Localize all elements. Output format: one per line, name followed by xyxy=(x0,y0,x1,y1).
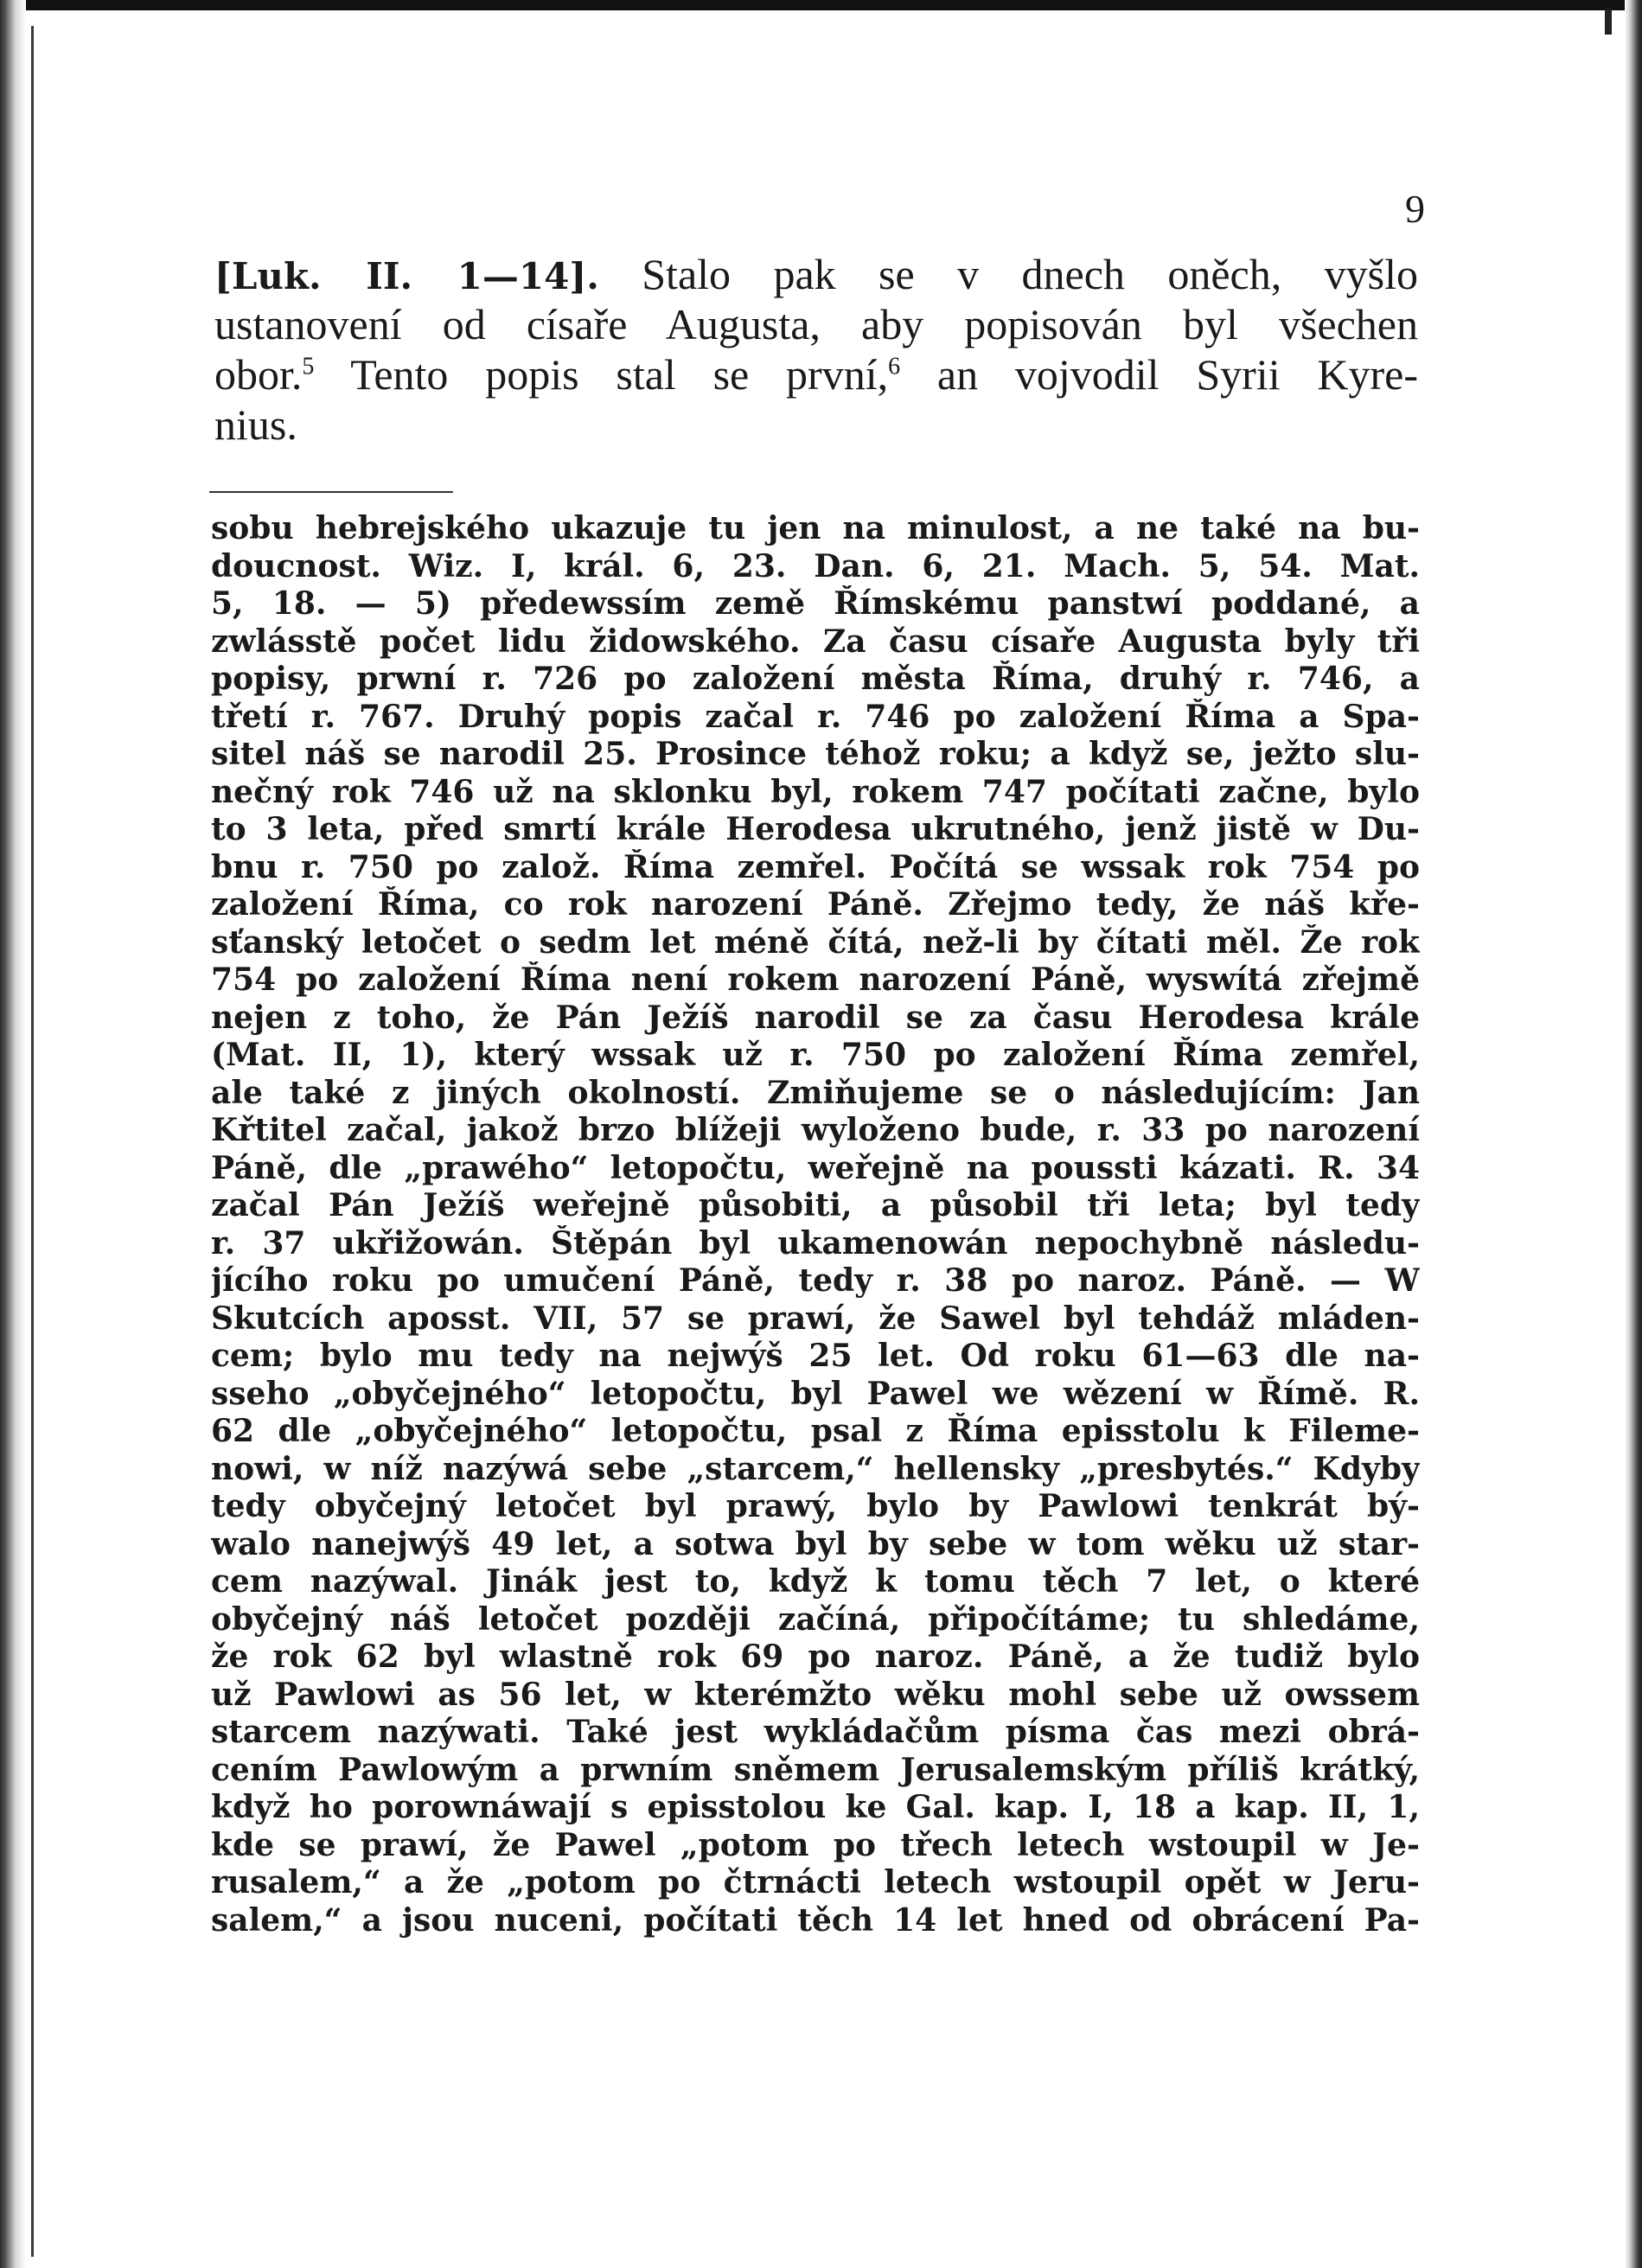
footnote-line: nowi, w níž nazýwá sebe „starcem,“ hellensky „presbytés.“ Kdyby xyxy=(211,1450,1420,1487)
scan-edge-top xyxy=(0,0,1642,10)
main-line xyxy=(214,299,1418,349)
footnote-line: rusalem,“ a že „potom po čtrnácti letech wstoupil opět w Jeru- xyxy=(211,1864,1420,1901)
footnote-line: Křtitel začal, jakož brzo blížeji wyloženo bude, r. 33 po narození xyxy=(211,1112,1420,1148)
footnote-line: sitel náš se narodil 25. Prosince téhož roku; a když se, ježto slu- xyxy=(211,736,1420,772)
main-text xyxy=(214,249,1418,450)
footnote-line: kde se prawí, že Pawel „potom po třech letech wstoupil w Je- xyxy=(211,1826,1420,1863)
footnote-line: Skutcích aposst. VII, 57 se prawí, že Sawel byl tehdáž mláden- xyxy=(211,1300,1420,1337)
footnote-line: (Mat. II, 1), který wssak už r. 750 po založení Říma zemřel, xyxy=(211,1037,1420,1073)
footnote-line: sobu hebrejského ukazuje tu jen na minulost, a ne také na bu- xyxy=(211,510,1420,546)
scan-line-left xyxy=(31,26,34,2257)
footnote-line: tedy obyčejný letočet byl prawý, bylo by Pawlowi tenkrát bý- xyxy=(211,1488,1420,1524)
footnote-line: jícího roku po umučení Páně, tedy r. 38 po naroz. Páně. — W xyxy=(211,1262,1420,1299)
footnote-line: to 3 leta, před smrtí krále Herodesa ukrutného, jenž jistě w Du- xyxy=(211,811,1420,847)
main-line-text: ustanovení od císaře Augusta, aby popisován byl všechen xyxy=(214,300,1418,348)
main-line-text: obor. xyxy=(214,350,303,399)
footnote-line: začal Pán Ježíš weřejně působiti, a působil tři leta; byl tedy xyxy=(211,1187,1420,1223)
page-number: 9 xyxy=(1405,187,1425,231)
footnote-line: Páně, dle „prawého“ letopočtu, weřejně na poussti kázati. R. 34 xyxy=(211,1149,1420,1186)
footnote-line: když ho porownáwají s episstolou ke Gal. kap. I, 18 a kap. II, 1, xyxy=(211,1789,1420,1825)
main-line-text: an vojvodil Syrii Kyre- xyxy=(900,350,1418,399)
footnote-rule xyxy=(209,491,453,493)
footnote-line: doucnost. Wiz. I, král. 6, 23. Dan. 6, 21. Mach. 5, 54. Mat. xyxy=(211,547,1420,585)
footnote-line: už Pawlowi as 56 let, w kterémžto wěku mohl sebe už owssem xyxy=(211,1676,1420,1713)
scan-edge-left xyxy=(0,0,26,2268)
footnote-line: r. 37 ukřižowán. Štěpán byl ukamenowán nepochybně následu- xyxy=(211,1224,1420,1262)
footnote-line: nejen z toho, že Pán Ježíš narodil se za času Herodesa krále xyxy=(211,999,1420,1036)
main-line xyxy=(214,349,1418,399)
scan-edge-right xyxy=(1625,0,1642,2268)
footnote-line: walo nanejwýš 49 let, a sotwa byl by sebe w tom wěku už star- xyxy=(211,1525,1420,1562)
footnote-line: zwlásstě počet lidu židowského. Za času císaře Augusta byly tři xyxy=(211,623,1420,660)
main-line-text: nius. xyxy=(214,400,297,449)
scan-mark-top xyxy=(1605,9,1612,35)
footnote-line: obyčejný náš letočet později začíná, připočítáme; tu shledáme, xyxy=(211,1600,1420,1638)
footnote-line: bnu r. 750 po založ. Říma zemřel. Počítá se wssak rok 754 po xyxy=(211,848,1420,885)
footnote-marker: 5 xyxy=(302,353,315,380)
footnote-line: cem nazýwal. Jinák jest to, když k tomu těch 7 let, o které xyxy=(211,1563,1420,1600)
main-line xyxy=(214,249,1418,299)
footnote-line: popisy, prwní r. 726 po založení města Říma, druhý r. 746, a xyxy=(211,661,1420,697)
footnote-line: založení Říma, co rok narození Páně. Zřejmo tedy, že náš kře- xyxy=(211,886,1420,923)
footnote-line: sseho „obyčejného“ letopočtu, byl Pawel we wězení w Římě. R. xyxy=(211,1375,1420,1412)
footnote-line: sťanský letočet o sedm let méně čítá, než-li by čítati měl. Že rok xyxy=(211,923,1420,961)
footnote-line: ale také z jiných okolností. Zmiňujeme se o následujícím: Jan xyxy=(211,1074,1420,1111)
scripture-reference: [Luk. II. 1—14]. xyxy=(214,255,599,297)
footnote-line: 62 dle „obyčejného“ letopočtu, psal z Říma episstolu k Fileme- xyxy=(211,1413,1420,1449)
footnote-line: salem,“ a jsou nuceni, počítati těch 14 let hned od obrácení Pa- xyxy=(211,1901,1420,1939)
footnote-block xyxy=(211,510,1420,1939)
footnote-line: starcem nazýwati. Také jest wykládačům písma čas mezi obrá- xyxy=(211,1714,1420,1750)
footnote-marker: 6 xyxy=(888,353,901,380)
footnote-line: 5, 18. — 5) předewssím země Římskému panstwí poddané, a xyxy=(211,585,1420,622)
footnote-line: 754 po založení Říma není rokem narození Páně, wyswítá zřejmě xyxy=(211,962,1420,998)
footnote-line: třetí r. 767. Druhý popis začal r. 746 po založení Říma a Spa- xyxy=(211,698,1420,735)
footnote-line: cem; bylo mu tedy na nejwýš 25 let. Od roku 61—63 dle na- xyxy=(211,1338,1420,1374)
footnote-line: nečný rok 746 už na sklonku byl, rokem 747 počítati začne, bylo xyxy=(211,773,1420,810)
footnote-line: že rok 62 byl wlastně rok 69 po naroz. Páně, a že tudiž bylo xyxy=(211,1639,1420,1675)
main-line-text: Tento popis stal se první, xyxy=(314,350,889,399)
main-line-text: Stalo pak se v dnech oněch, vyšlo xyxy=(598,250,1418,298)
main-line xyxy=(214,399,1418,450)
footnote-line: cením Pawlowým a prwním sněmem Jerusalemským příliš krátký, xyxy=(211,1751,1420,1788)
